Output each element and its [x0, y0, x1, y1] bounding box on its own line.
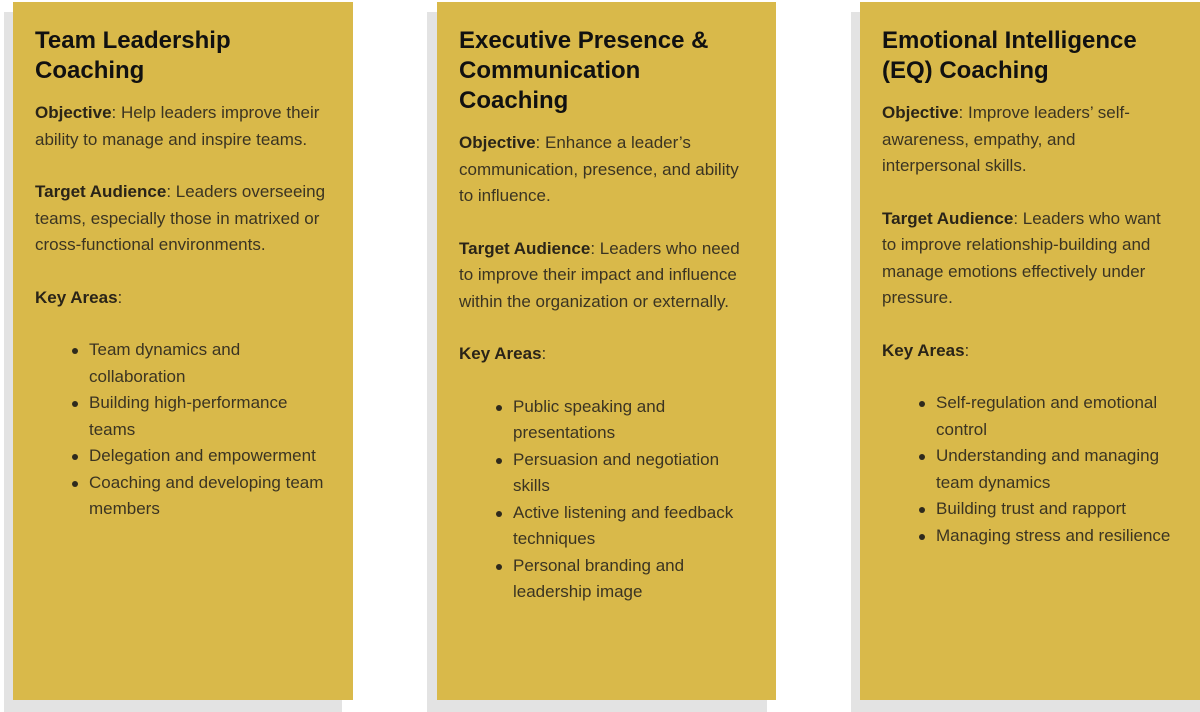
audience-label: Target Audience [459, 238, 591, 258]
objective-paragraph [35, 100, 331, 153]
objective-text: : Enhance a leader’s communication, presence, and ability to influence. [459, 133, 739, 205]
coaching-card-emotional-intelligence [860, 2, 1200, 700]
key-areas-label: Key Areas [35, 287, 118, 307]
audience-paragraph [459, 236, 754, 316]
key-areas-heading [35, 285, 331, 312]
list-item: Active listening and feedback techniques [513, 500, 754, 553]
audience-paragraph [35, 179, 331, 259]
objective-label: Objective [35, 103, 112, 122]
key-areas-label: Key Areas [882, 340, 965, 360]
objective-label: Objective [882, 103, 959, 122]
key-areas-colon: : [964, 340, 970, 360]
key-areas-list [882, 390, 1178, 549]
audience-text: : Leaders overseeing teams, especially those in matrixed or cross-functional environments. [35, 182, 326, 254]
list-item: Managing stress and resilience [936, 523, 1178, 550]
list-item: Building high-performance teams [89, 390, 331, 443]
list-item: Understanding and managing team dynamics [936, 443, 1178, 496]
objective-label: Objective [459, 133, 536, 152]
list-item: Team dynamics and collaboration [89, 337, 331, 390]
coaching-card-team-leadership [13, 2, 353, 700]
key-areas-list [35, 337, 331, 523]
key-areas-heading [882, 338, 1178, 365]
key-areas-list [459, 394, 754, 606]
card-title: Emotional Intelligence (EQ) Coaching [882, 27, 1137, 84]
list-item: Personal branding and leadership image [513, 553, 754, 606]
list-item: Coaching and developing team members [89, 470, 331, 523]
audience-text: : Leaders who want to improve relationship-building and manage emotions effectively under pressure. [882, 208, 1161, 307]
key-areas-colon: : [117, 287, 123, 307]
coaching-card-executive-presence [437, 2, 776, 700]
list-item: Self-regulation and emotional control [936, 390, 1178, 443]
objective-text: : Help leaders improve their ability to manage and inspire teams. [35, 103, 320, 149]
key-areas-colon: : [541, 344, 547, 363]
objective-text: : Improve leaders’ self-awareness, empathy, and interpersonal skills. [882, 103, 1130, 175]
audience-label: Target Audience [882, 208, 1014, 228]
list-item: Building trust and rapport [936, 496, 1178, 523]
key-areas-label: Key Areas [459, 344, 542, 363]
list-item: Public speaking and presentations [513, 394, 754, 447]
key-areas-heading [459, 341, 754, 368]
card-title: Executive Presence & Communication Coaching [459, 27, 709, 114]
list-item: Delegation and empowerment [89, 443, 331, 470]
objective-paragraph [882, 100, 1178, 180]
audience-paragraph [882, 206, 1178, 312]
objective-paragraph [459, 130, 754, 210]
audience-text: : Leaders who need to improve their impact and influence within the organization or externally. [459, 238, 740, 311]
list-item: Persuasion and negotiation skills [513, 447, 754, 500]
card-title: Team Leadership Coaching [35, 27, 231, 84]
audience-label: Target Audience [35, 182, 167, 201]
